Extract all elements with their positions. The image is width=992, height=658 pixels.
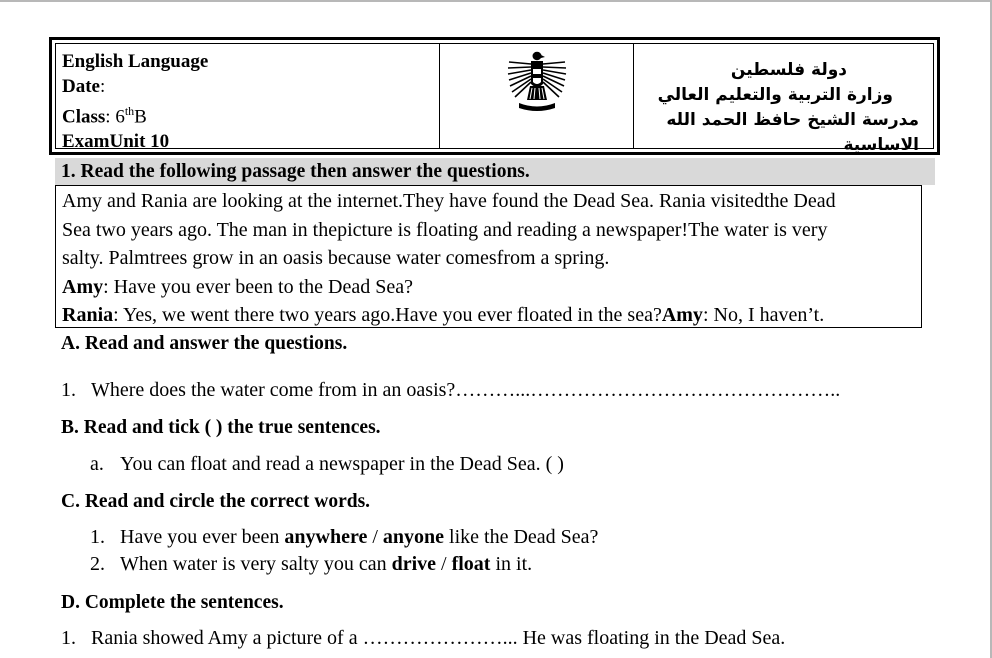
item-text-pre: Have you ever been: [120, 526, 285, 548]
option-anywhere: anywhere: [284, 526, 368, 548]
item-text-pre: When water is very salty you can: [120, 553, 392, 575]
passage-line-1: Amy and Rania are looking at the internet.They have found the Dead Sea. Rania visitedthe Dead: [62, 190, 836, 212]
section-d-heading: D. Complete the sentences.: [61, 592, 284, 613]
section-c-item-1: [90, 525, 598, 549]
class-line: [62, 99, 439, 130]
item-number: 1.: [61, 627, 76, 649]
item-letter: a.: [90, 453, 104, 475]
arabic-state-line: دولة فلسطين: [730, 60, 847, 80]
item-text-post: in it.: [490, 553, 533, 575]
subject-label: English Language: [62, 51, 209, 72]
header-right-cell: [634, 44, 933, 155]
date-line: [62, 75, 439, 100]
dialog-line-2: [62, 301, 921, 330]
item-number: 1.: [90, 526, 105, 548]
section-a-item-1: [61, 378, 840, 402]
arabic-ministry-line: وزارة التربية والتعليم العالي: [657, 85, 893, 105]
item-text-post: like the Dead Sea?: [444, 526, 599, 548]
exam-header-inner: [55, 43, 934, 155]
dialog-text-1: : Have you ever been to the Dead Sea?: [103, 275, 413, 298]
dialog-speaker-rania: Rania: [62, 304, 114, 326]
class-prefix: : 6: [105, 106, 125, 128]
section-b-item-a: [90, 452, 564, 476]
page-edge-top: [0, 0, 992, 2]
palestine-eagle-emblem-icon: [503, 48, 571, 114]
option-anyone: anyone: [382, 526, 445, 548]
option-separator: /: [436, 553, 452, 575]
reading-passage: [55, 185, 922, 328]
dialog-text-3: : No, I haven’t.: [702, 304, 825, 326]
option-drive: drive: [391, 553, 437, 575]
dialog-speaker-amy: Amy: [62, 275, 104, 298]
section-c-heading: C. Read and circle the correct words.: [61, 491, 371, 512]
item-text: Rania showed Amy a picture of a …………………... He was floating in the Dead Sea.: [91, 627, 786, 649]
item-text: You can float and read a newspaper in the Dead Sea. ( ): [120, 453, 564, 475]
item-text: Where does the water come from in an oasis?………...………………………………………..: [91, 379, 841, 401]
exam-line: [62, 130, 439, 155]
passage-line-3: salty. Palmtrees grow in an oasis because water comesfrom a spring.: [62, 247, 610, 269]
question-1-title: 1. Read the following passage then answer the questions.: [55, 158, 935, 185]
class-label: Class: [62, 106, 106, 128]
passage-line-2: Sea two years ago. The man in thepicture is floating and reading a newspaper!The water is very: [62, 218, 828, 241]
section-a-heading: A. Read and answer the questions.: [61, 333, 348, 354]
header-left-cell: [56, 44, 440, 152]
section-c-item-2: [90, 552, 532, 576]
date-label: Date: [62, 75, 100, 97]
option-float: float: [451, 553, 491, 575]
exam-label: ExamUnit 10: [62, 130, 170, 152]
dialog-text-2: : Yes, we went there two years ago.Have you ever floated in the sea?: [113, 304, 662, 326]
option-separator: /: [367, 526, 383, 548]
dialog-speaker-amy-2: Amy: [661, 304, 703, 326]
header-emblem-cell: [440, 44, 634, 148]
exam-header: [49, 37, 940, 155]
date-colon: :: [99, 75, 106, 97]
section-d-item-1: [61, 626, 785, 650]
class-sup: th: [124, 104, 135, 118]
section-b-heading: B. Read and tick ( ) the true sentences.: [61, 417, 381, 438]
arabic-school-line: مدرسة الشيخ حافظ الحمد الله الاساسية: [666, 110, 919, 155]
dialog-line-1: [62, 273, 921, 302]
item-number: 2.: [90, 553, 105, 575]
class-suffix: B: [134, 106, 147, 128]
subject-line: [62, 50, 439, 75]
item-number: 1.: [61, 379, 76, 401]
